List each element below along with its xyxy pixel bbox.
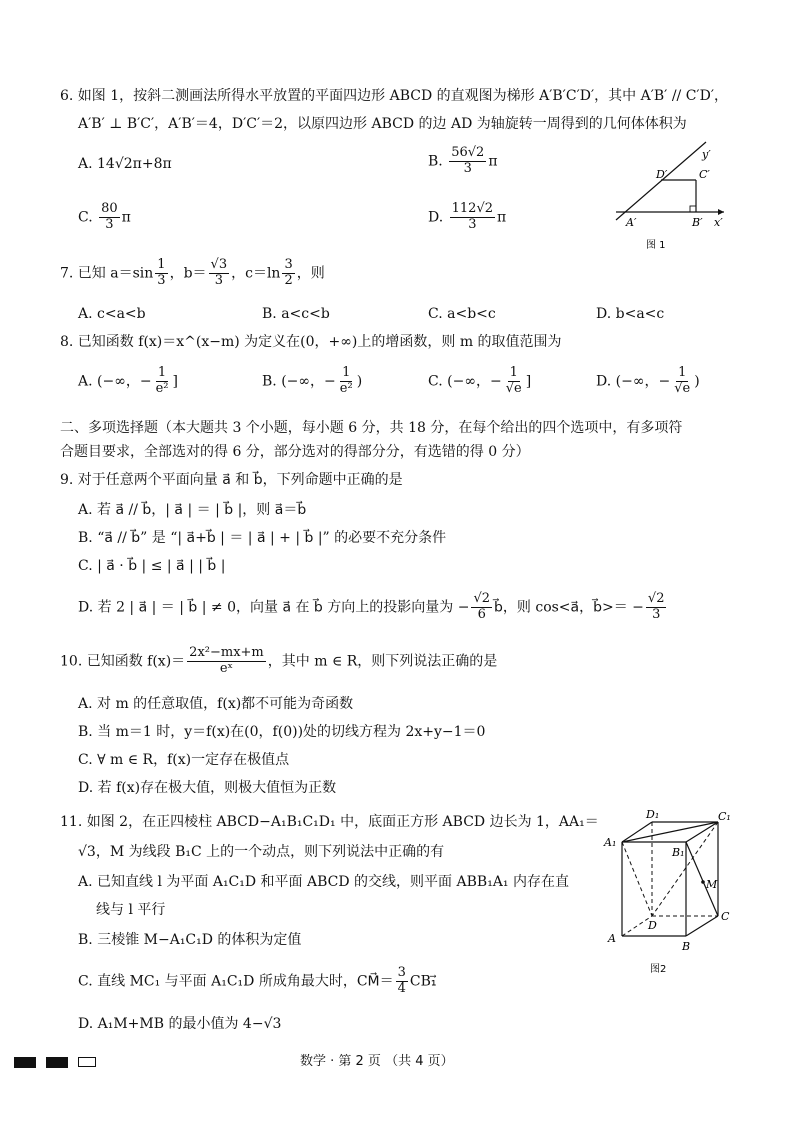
- q10-option-a: A. 对 m 的任意取值，f(x)都不可能为奇函数: [78, 696, 354, 712]
- q10-stem: 10. 已知函数 f(x)＝ $\frac{\text{2x²−mx+m}}{\text{eˣ}}$ ，其中 m ∈ R，则下列说法正确的是: [60, 645, 498, 676]
- figure-1-caption: 图 1: [646, 240, 666, 251]
- label-c-prime: C′: [699, 168, 710, 181]
- label-b1: B₁: [672, 846, 685, 859]
- q11-option-c: C. 直线 MC₁ 与平面 A₁C₁D 所成角最大时，CM⃗＝ $\frac{3}{4}$ CB₁⃗: [78, 965, 437, 996]
- q9-option-a: A. 若 a⃗ // b⃗，| a⃗ | ＝ | b⃗ |，则 a⃗＝b⃗: [78, 502, 307, 518]
- right-angle-mark: [690, 206, 696, 212]
- q10-option-c: C. ∀ m ∈ R，f(x)一定存在极值点: [78, 752, 290, 768]
- label-a1: A₁: [604, 836, 617, 849]
- label-d1: D₁: [646, 808, 660, 821]
- q6-stem-line2: A′B′ ⊥ B′C′，A′B′＝4，D′C′＝2，以原四边形 ABCD 的边 AD 为轴旋转一周得到的几何体体积为: [78, 116, 687, 132]
- segment-a1-d: [622, 842, 652, 916]
- q6-option-b: B. $\frac{56√2}{3}$ π: [428, 145, 498, 176]
- q10-option-d: D. 若 f(x)存在极大值，则极大值恒为正数: [78, 780, 337, 796]
- footer-mark-3: [78, 1057, 96, 1067]
- q7-stem: 7. 已知 a＝sin $\frac{1}{3}$ ，b＝ $\frac{√3}{3}$ ，c＝ln $\frac{3}{2}$ ，则: [60, 257, 325, 288]
- label-b: B: [682, 940, 691, 953]
- y-axis-line: [616, 142, 706, 220]
- label-d: D: [648, 919, 657, 932]
- q11-option-a-line2: 线与 l 平行: [96, 902, 166, 918]
- footer-mark-1: [14, 1057, 36, 1068]
- q11-stem-line2: √3，M 为线段 B₁C 上的一个动点，则下列说法中正确的有: [78, 844, 445, 860]
- label-d-prime: D′: [656, 168, 668, 181]
- section-2-header-line2: 合题目要求，全部选对的得 6 分，部分选对的得部分分，有选错的得 0 分）: [60, 444, 530, 460]
- point-m: [701, 880, 705, 884]
- q7-option-b: B. a<c<b: [262, 306, 330, 322]
- edge-b-c: [686, 916, 718, 936]
- q8-option-d: D. (−∞，− $\frac{1}{√e}$ ): [596, 365, 700, 396]
- q11-option-a-line1: A. 已知直线 l 为平面 A₁C₁D 和平面 ABCD 的交线，则平面 ABB₁A₁ 内存在直: [78, 874, 569, 890]
- q10-option-b: B. 当 m＝1 时，y＝f(x)在(0，f(0))处的切线方程为 2x+y−1＝0: [78, 724, 486, 740]
- figure-1-trapezoid: [606, 140, 736, 260]
- q6-option-c: C. $\frac{80}{3}$ π: [78, 201, 131, 232]
- x-axis-arrow: [718, 209, 724, 215]
- label-c: C: [721, 910, 730, 923]
- q8-stem: 8. 已知函数 f(x)＝x^(x−m) 为定义在(0，+∞)上的增函数，则 m 的取值范围为: [60, 334, 562, 350]
- q11-option-b: B. 三棱锥 M−A₁C₁D 的体积为定值: [78, 932, 302, 948]
- q6-option-d: D. $\frac{112√2}{3}$ π: [428, 201, 507, 232]
- q9-stem: 9. 对于任意两个平面向量 a⃗ 和 b⃗，下列命题中正确的是: [60, 472, 403, 488]
- q6-option-a: A. 14√2π+8π: [78, 156, 172, 172]
- q8-option-b: B. (−∞，− $\frac{1}{\text{e²}}$ ): [262, 365, 363, 396]
- q11-stem-line1: 11. 如图 2，在正四棱柱 ABCD−A₁B₁C₁D₁ 中，底面正方形 ABCD 边长为 1，AA₁＝: [60, 814, 599, 830]
- label-x-prime: x′: [714, 216, 723, 229]
- label-y-prime: y′: [702, 148, 711, 161]
- q11-option-d: D. A₁M+MB 的最小值为 4−√3: [78, 1016, 282, 1032]
- label-m: M: [706, 878, 718, 891]
- q9-option-b: B. “a⃗ // b⃗” 是 “| a⃗+b⃗ | ＝ | a⃗ | + | b⃗ |” 的必要不充分条件: [78, 530, 447, 546]
- label-a: A: [608, 932, 616, 945]
- segment-c1-d: [652, 822, 718, 916]
- q7-option-c: C. a<b<c: [428, 306, 496, 322]
- footer-mark-2: [46, 1057, 68, 1068]
- q8-option-c: C. (−∞，− $\frac{1}{√e}$ ]: [428, 365, 532, 396]
- label-b-prime: B′: [692, 216, 703, 229]
- figure-2-prism: [600, 808, 740, 988]
- q7-option-a: A. c<a<b: [78, 306, 146, 322]
- q7-option-d: D. b<a<c: [596, 306, 665, 322]
- label-a-prime: A′: [626, 216, 637, 229]
- footer-page-number: 数学 · 第 2 页 （共 4 页）: [300, 1054, 454, 1069]
- q9-option-c: C. | a⃗ · b⃗ | ≤ | a⃗ | | b⃗ |: [78, 558, 226, 574]
- q9-option-d: D. 若 2 | a⃗ | ＝ | b⃗ | ≠ 0，向量 a⃗ 在 b⃗ 方向上的投影向量为 − $\frac{√2}{6}$ b⃗，则 cos<a⃗，b⃗>＝ − $\frac{√2}{3}$: [78, 591, 665, 622]
- q6-stem-line1: 6. 如图 1，按斜二测画法所得水平放置的平面四边形 ABCD 的直观图为梯形 A′B′C′D′，其中 A′B′ // C′D′，: [60, 88, 728, 104]
- q8-option-a: A. (−∞，− $\frac{1}{\text{e²}}$ ]: [78, 365, 178, 396]
- figure-2-caption: 图2: [650, 964, 667, 975]
- label-c1: C₁: [718, 810, 731, 823]
- section-2-header-line1: 二、多项选择题（本大题共 3 个小题，每小题 6 分，共 18 分，在每个给出的四个选项中，有多项符: [60, 420, 683, 436]
